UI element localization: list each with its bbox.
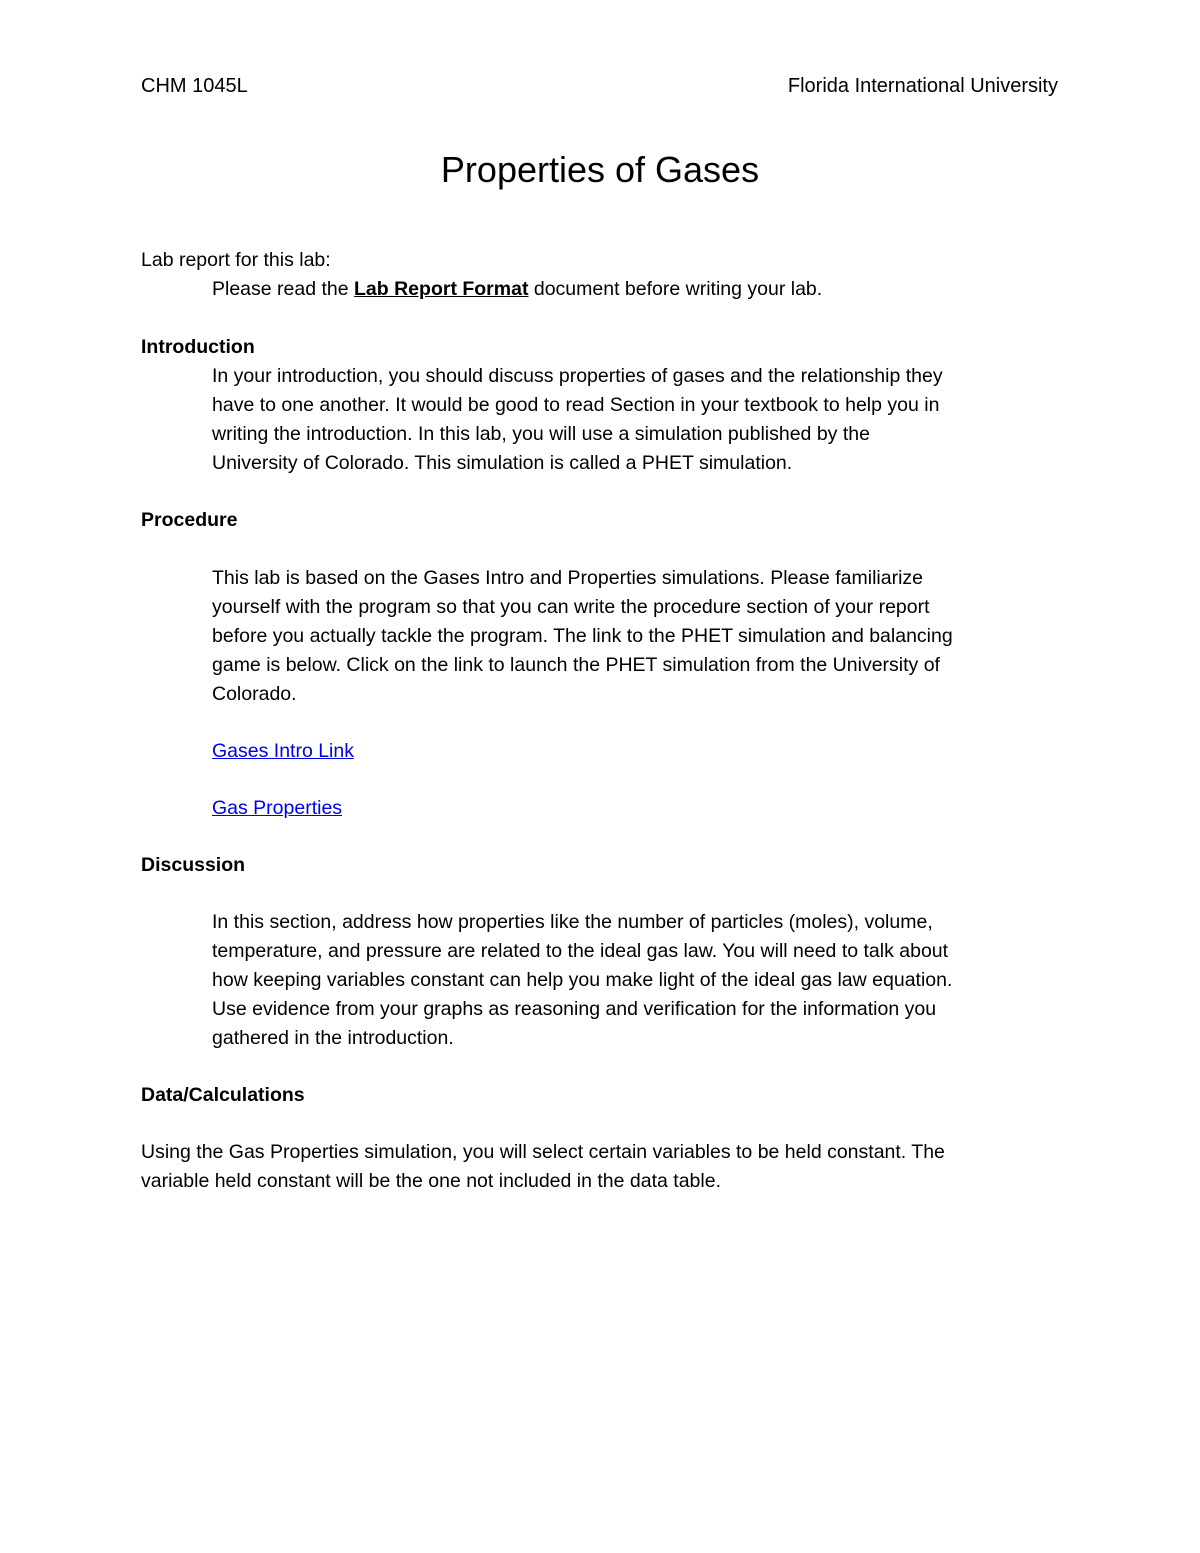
institution-name: Florida International University xyxy=(787,75,1058,97)
discussion-line: Use evidence from your graphs as reasoning and verification for the information you xyxy=(212,998,937,1020)
lab-report-format-link[interactable]: Lab Report Format xyxy=(354,278,529,300)
gas-properties-link-row xyxy=(141,794,1071,823)
lab-report-label: Lab report for this lab: xyxy=(141,249,331,271)
data-calculations-heading: Data/Calculations xyxy=(141,1084,305,1106)
page-title: Properties of Gases xyxy=(440,149,760,190)
procedure-line: Colorado. xyxy=(212,683,297,705)
introduction-line: have to one another. It would be good to read Section in your textbook to help you in xyxy=(212,394,940,416)
course-code: CHM 1045L xyxy=(141,75,248,97)
gases-intro-link-row xyxy=(141,737,1071,766)
discussion-body xyxy=(141,908,1071,1053)
procedure-body xyxy=(141,564,1071,709)
introduction-line: University of Colorado. This simulation is called a PHET simulation. xyxy=(212,452,793,474)
procedure-line: yourself with the program so that you can write the procedure section of your report xyxy=(212,596,930,618)
procedure-line: This lab is based on the Gases Intro and Properties simulations. Please familiarize xyxy=(212,567,924,589)
procedure-section xyxy=(141,506,1071,823)
discussion-heading: Discussion xyxy=(141,854,246,876)
procedure-heading: Procedure xyxy=(141,509,238,531)
procedure-line: before you actually tackle the program. The link to the PHET simulation and balancing xyxy=(212,625,953,647)
introduction-line: writing the introduction. In this lab, you will use a simulation published by the xyxy=(212,423,870,445)
data-calculations-line: Using the Gas Properties simulation, you will select certain variables to be held constant. The xyxy=(141,1141,945,1163)
introduction-section xyxy=(141,333,1071,478)
gas-properties-link[interactable]: Gas Properties xyxy=(212,797,343,819)
lab-report-instruction xyxy=(141,275,1071,304)
discussion-line: how keeping variables constant can help you make light of the ideal gas law equation. xyxy=(212,969,953,991)
discussion-line: temperature, and pressure are related to the ideal gas law. You will need to talk about xyxy=(212,940,949,962)
instruction-prefix: Please read the xyxy=(212,278,355,300)
introduction-body xyxy=(141,362,1071,478)
instruction-suffix: document before writing your lab. xyxy=(528,278,823,300)
discussion-section xyxy=(141,851,1071,1053)
procedure-line: game is below. Click on the link to launch the PHET simulation from the University of xyxy=(212,654,940,676)
discussion-line: In this section, address how properties like the number of particles (moles), volume, xyxy=(212,911,933,933)
lab-report-section xyxy=(141,246,1071,304)
discussion-line: gathered in the introduction. xyxy=(212,1027,454,1049)
introduction-line: In your introduction, you should discuss properties of gases and the relationship they xyxy=(212,365,943,387)
data-calculations-body xyxy=(141,1138,1071,1196)
introduction-heading: Introduction xyxy=(141,336,255,358)
data-calculations-section xyxy=(141,1081,1071,1196)
data-calculations-line: variable held constant will be the one not included in the data table. xyxy=(141,1170,721,1192)
gases-intro-link[interactable]: Gases Intro Link xyxy=(212,740,354,762)
